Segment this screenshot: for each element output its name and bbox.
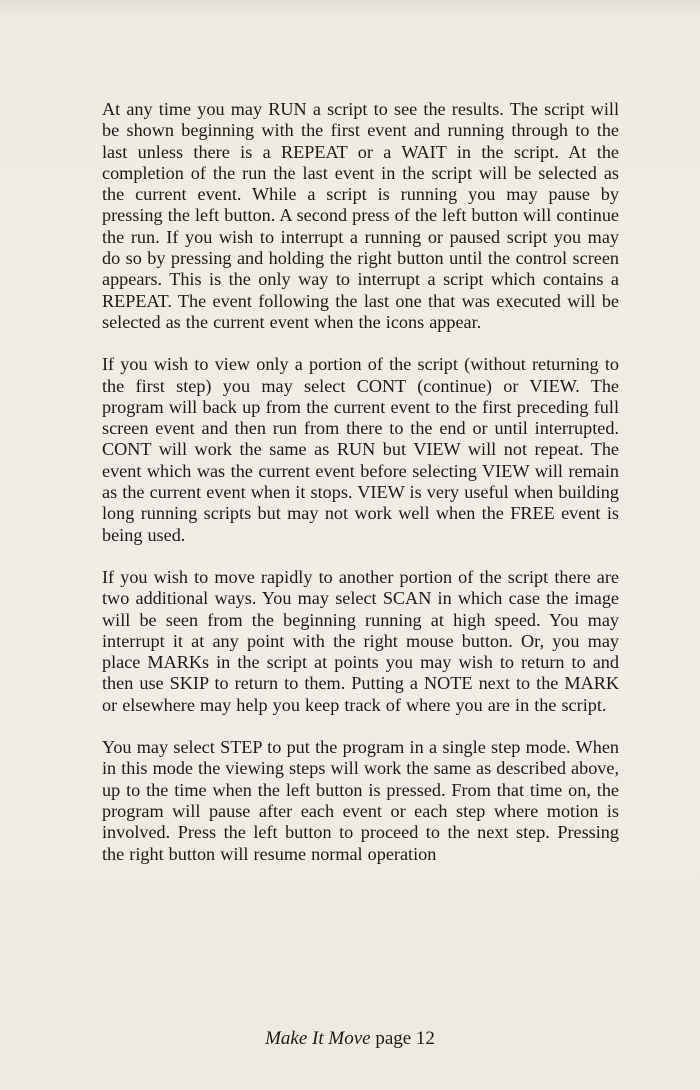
paragraph-view-portion: If you wish to view only a portion of the script (without returning to the first step) you may select CONT (continue) or VIEW. The program will back up from the current event to the first preceding full screen event and then run from there to the end or until interrupted. CONT will work the same as RUN but VIEW will not repeat. The event which was the current event before selecting VIEW will remain as the current event when it stops. VIEW is very useful when building long running scripts but may not work well when the FREE event is being used.: [102, 354, 619, 545]
paragraph-move-rapidly: If you wish to move rapidly to another portion of the script there are two additional ways. You may select SCAN in which case the image will be seen from the beginning running at high speed. You may interrupt it at any point with the right mouse button. Or, you may place MARKs in the script at points you may wish to return to and then use SKIP to return to them. Putting a NOTE next to the MARK or elsewhere may help you keep track of where you are in the script.: [102, 566, 619, 715]
footer-book-title: Make It Move: [265, 1028, 371, 1049]
page-footer: [0, 1028, 700, 1050]
paragraph-run-script: At any time you may RUN a script to see the results. The script will be shown beginning with the first event and running through to the last unless there is a REPEAT or a WAIT in the script. At the completion of the run the last event in the script will be selected as the current event. While a script is running you may pause by pressing the left button. A second press of the left button will continue the run. If you wish to interrupt a running or paused script you may do so by pressing and holding the right button until the control screen appears. This is the only way to interrupt a script which contains a REPEAT. The event following the last one that was executed will be selected as the current event when the icons appear.: [102, 99, 619, 332]
body-text: [102, 99, 619, 886]
paragraph-step-mode: You may select STEP to put the program in a single step mode. When in this mode the viewing steps will work the same as described above, up to the time when the left button is pressed. From that time on, the program will pause after each event or each step where motion is involved. Press the left button to proceed to the next step. Pressing the right button will resume normal operation: [102, 737, 619, 864]
footer-page-number: page 12: [375, 1028, 435, 1049]
